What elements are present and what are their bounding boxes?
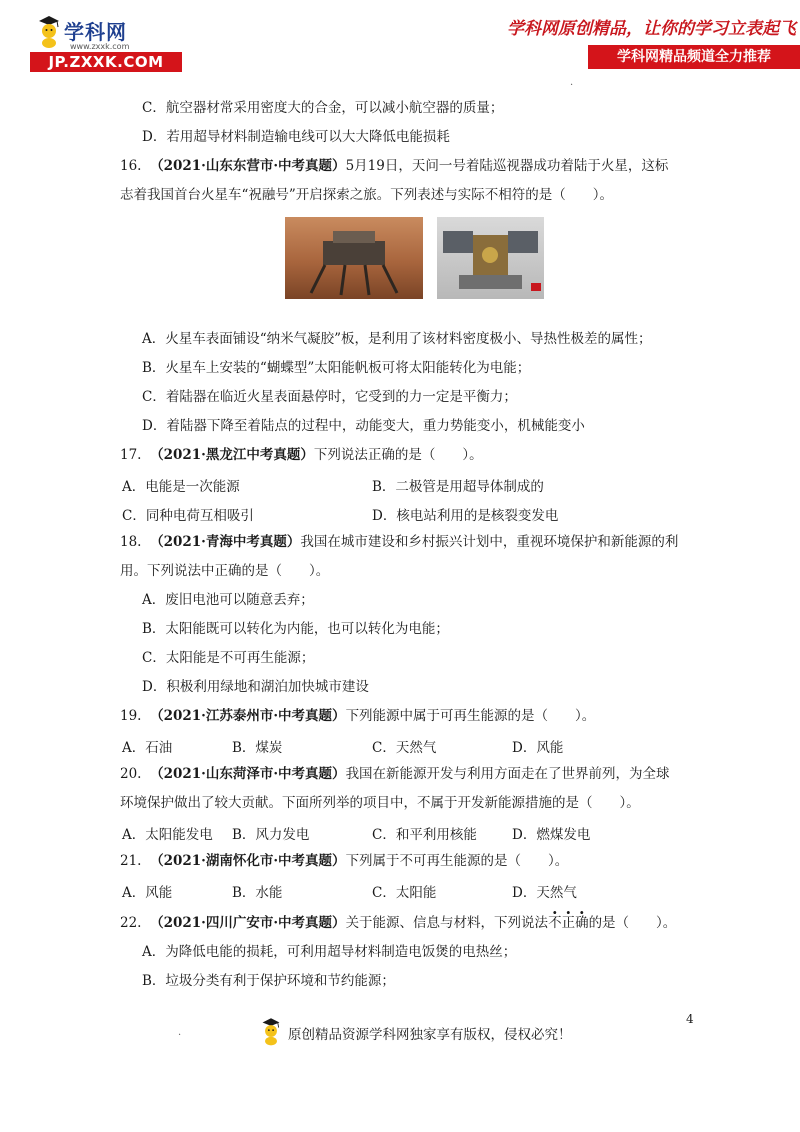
option-d: D．天然气 [512, 885, 577, 901]
question-text: 下列能源中属于可再生能源的是（ ）。 [345, 708, 596, 724]
question-text: 关于能源、信息与材料，下列说法 [345, 915, 549, 931]
option-b: B．煤炭 [232, 740, 283, 756]
question-18 [120, 533, 678, 551]
footer-copyright: 原创精品资源学科网独家享有版权，侵权必究！ [288, 1027, 572, 1043]
option-line: B．太阳能既可以转化为内能，也可以转化为电能； [142, 621, 449, 637]
question-number: 16. [120, 158, 142, 174]
option-a: A．风能 [122, 885, 173, 901]
header-slogan: 学科网原创精品，让你的学习立表起飞 [507, 19, 796, 39]
stray-mark: · [178, 1030, 182, 1041]
logo-url: www.zxxk.com [70, 42, 130, 51]
question-source: （2021·黑龙江中考真题） [150, 447, 314, 463]
question-number: 18. [120, 534, 142, 550]
page-header [0, 0, 800, 78]
channel-banner: 学科网精品频道全力推荐 [588, 45, 800, 69]
mars-lander-photo [285, 217, 423, 299]
question-text: 的是（ ）。 [588, 915, 677, 931]
option-line: D．积极利用绿地和湖泊加快城市建设 [142, 679, 369, 695]
option-c: C．太阳能 [372, 885, 437, 901]
question-text: 志着我国首台火星车“祝融号”开启探索之旅。下列表述与实际不相符的是（ ）。 [120, 187, 614, 203]
lander-illustration [285, 217, 423, 299]
question-16 [120, 157, 668, 175]
page-number: 4 [686, 1012, 694, 1026]
question-22 [120, 914, 676, 932]
option-line: D．着陆器下降至着陆点的过程中，动能变大，重力势能变小，机械能变小 [142, 418, 585, 434]
option-d: D．核电站利用的是核裂变发电 [372, 508, 559, 524]
question-text: 下列说法正确的是（ ）。 [313, 447, 483, 463]
question-number: 17. [120, 447, 142, 463]
option-line: A．废旧电池可以随意丢弃； [142, 592, 314, 608]
option-line: A．火星车表面铺设“纳米气凝胶”板，是利用了该材料密度极小、导热性极差的属性； [142, 331, 652, 347]
question-text: 用。下列说法中正确的是（ ）。 [120, 563, 330, 579]
question-source: （2021·江苏泰州市·中考真题） [150, 708, 346, 724]
question-17 [120, 446, 483, 464]
zxxk-logo[interactable] [30, 14, 190, 72]
option-line: B．火星车上安装的“蝴蝶型”太阳能帆板可将太阳能转化为电能； [142, 360, 531, 376]
question-source: （2021·山东东营市·中考真题） [150, 158, 346, 174]
logo-name: 学科网 [64, 20, 127, 44]
question-number: 22. [120, 915, 142, 931]
option-a: A．电能是一次能源 [122, 479, 240, 495]
emphasis-char: 正 [561, 915, 576, 931]
option-line: D．若用超导材料制造输电线可以大大降低电能损耗 [142, 129, 450, 145]
option-c: C．和平利用核能 [372, 827, 477, 843]
rover-illustration [437, 217, 544, 299]
question-source: （2021·湖南怀化市·中考真题） [150, 853, 346, 869]
question-20 [120, 765, 670, 783]
question-19 [120, 707, 595, 725]
option-c: C．同种电荷互相吸引 [122, 508, 254, 524]
mascot-icon [260, 1016, 282, 1046]
emphasis-char: 确 [575, 915, 589, 931]
question-number: 19. [120, 708, 142, 724]
option-line: C．着陆器在临近火星表面悬停时，它受到的力一定是平衡力； [142, 389, 517, 405]
question-21 [120, 852, 568, 870]
option-b: B．风力发电 [232, 827, 310, 843]
question-text: 我国在城市建设和乡村振兴计划中，重视环境保护和新能源的利 [300, 534, 679, 550]
question-source: （2021·山东菏泽市·中考真题） [150, 766, 346, 782]
option-line: C．太阳能是不可再生能源； [142, 650, 315, 666]
option-d: D．风能 [512, 740, 564, 756]
question-source: （2021·青海中考真题） [150, 534, 301, 550]
question-source: （2021·四川广安市·中考真题） [150, 915, 346, 931]
option-a: A．石油 [122, 740, 173, 756]
option-c: C．天然气 [372, 740, 437, 756]
option-line: C．航空器材常采用密度大的合金，可以减小航空器的质量； [142, 100, 504, 116]
question-number: 20. [120, 766, 142, 782]
option-line: A．为降低电能的损耗，可利用超导材料制造电饭煲的电热丝； [142, 944, 517, 960]
question-text: 下列属于不可再生能源的是（ ）。 [345, 853, 569, 869]
question-text: 我国在新能源开发与利用方面走在了世界前列，为全球 [345, 766, 670, 782]
option-b: B．二极管是用超导体制成的 [372, 479, 544, 495]
emphasis-char: 不 [548, 915, 562, 931]
option-line: B．垃圾分类有利于保护环境和节约能源； [142, 973, 395, 989]
option-a: A．太阳能发电 [122, 827, 213, 843]
question-text: 环境保护做出了较大贡献。下面所列举的项目中，不属于开发新能源措施的是（ ）。 [120, 795, 640, 811]
option-b: B．水能 [232, 885, 283, 901]
zhurong-rover-photo [437, 217, 544, 299]
mascot-icon [36, 14, 62, 48]
option-d: D．燃煤发电 [512, 827, 591, 843]
question-number: 21. [120, 853, 142, 869]
question-text: 5月19日，天问一号着陆巡视器成功着陆于火星，这标 [345, 158, 669, 174]
logo-banner: JP.ZXXK.COM [30, 52, 182, 72]
stray-mark: · [570, 80, 574, 91]
